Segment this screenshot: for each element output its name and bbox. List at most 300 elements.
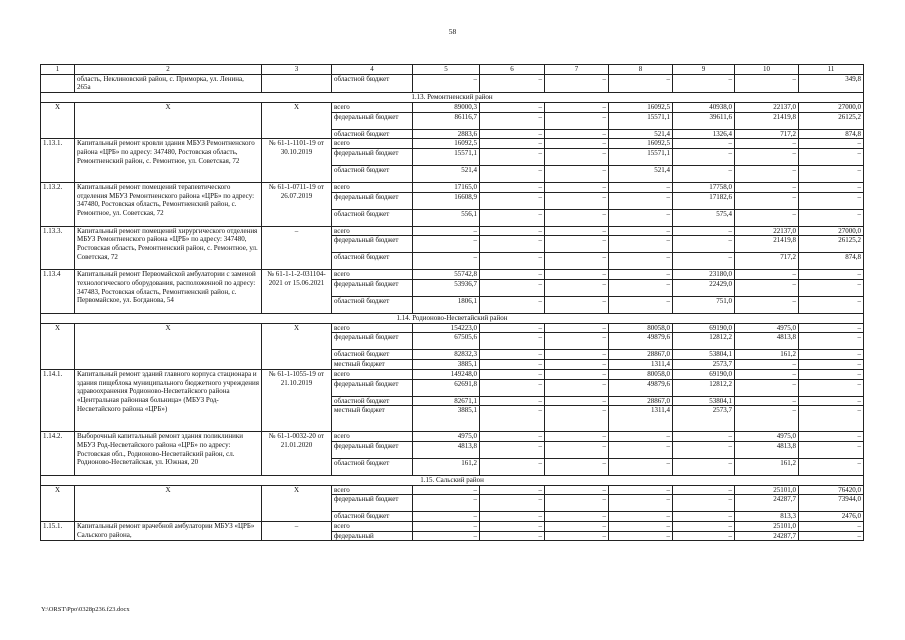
- value-cell: –: [480, 209, 545, 226]
- row-number-cell: Х: [41, 485, 75, 521]
- value-cell: –: [413, 74, 480, 92]
- value-cell: –: [480, 165, 545, 182]
- value-cell: 22137,0: [735, 102, 799, 112]
- value-cell: –: [480, 406, 545, 432]
- row-number-cell: Х: [41, 323, 75, 369]
- row-number-cell: 1.13.4: [41, 270, 75, 314]
- value-cell: –: [480, 280, 545, 297]
- value-cell: –: [480, 297, 545, 314]
- value-cell: –: [609, 74, 673, 92]
- value-cell: 161,2: [413, 458, 480, 475]
- value-cell: 17182,6: [673, 192, 735, 209]
- value-cell: –: [735, 192, 799, 209]
- source-cell: областной бюджет: [332, 396, 413, 406]
- value-cell: –: [413, 236, 480, 253]
- value-cell: –: [545, 182, 609, 192]
- value-cell: –: [480, 253, 545, 270]
- source-cell: всего: [332, 522, 413, 532]
- value-cell: 27000,0: [799, 226, 864, 236]
- value-cell: 22137,0: [735, 226, 799, 236]
- value-cell: –: [799, 396, 864, 406]
- value-cell: –: [480, 270, 545, 280]
- value-cell: 69190,0: [673, 323, 735, 333]
- value-cell: –: [545, 369, 609, 379]
- value-cell: –: [413, 512, 480, 522]
- value-cell: –: [480, 369, 545, 379]
- value-cell: –: [480, 192, 545, 209]
- value-cell: 161,2: [735, 458, 799, 475]
- value-cell: –: [480, 396, 545, 406]
- value-cell: –: [799, 209, 864, 226]
- value-cell: 751,0: [673, 297, 735, 314]
- value-cell: 40938,0: [673, 102, 735, 112]
- value-cell: 24287,7: [735, 531, 799, 541]
- value-cell: –: [609, 441, 673, 458]
- document-cell: № 61-1-1-2-031104-2021 от 15.06.2021: [262, 270, 332, 314]
- source-cell: федеральный бюджет: [332, 148, 413, 165]
- value-cell: –: [673, 74, 735, 92]
- value-cell: –: [735, 148, 799, 165]
- value-cell: 73944,0: [799, 495, 864, 512]
- value-cell: 4975,0: [413, 432, 480, 442]
- value-cell: –: [545, 112, 609, 129]
- value-cell: –: [609, 192, 673, 209]
- row-number-cell: Х: [41, 102, 75, 138]
- value-cell: –: [609, 512, 673, 522]
- value-cell: 21419,8: [735, 236, 799, 253]
- value-cell: 26125,2: [799, 112, 864, 129]
- value-cell: –: [609, 280, 673, 297]
- source-cell: федеральный бюджет: [332, 236, 413, 253]
- value-cell: 86116,7: [413, 112, 480, 129]
- document-cell: № 61-1-1101-19 от 30.10.2019: [262, 139, 332, 183]
- value-cell: –: [673, 165, 735, 182]
- object-name-cell: Х: [75, 485, 262, 521]
- value-cell: 21419,8: [735, 112, 799, 129]
- value-cell: –: [480, 350, 545, 360]
- value-cell: –: [413, 522, 480, 532]
- value-cell: –: [735, 369, 799, 379]
- source-cell: федеральный: [332, 531, 413, 541]
- value-cell: –: [545, 360, 609, 370]
- source-cell: областной бюджет: [332, 74, 413, 92]
- source-cell: всего: [332, 432, 413, 442]
- row-number-cell: [41, 74, 75, 92]
- value-cell: 27000,0: [799, 102, 864, 112]
- value-cell: –: [545, 280, 609, 297]
- value-cell: –: [480, 236, 545, 253]
- value-cell: –: [545, 226, 609, 236]
- object-name-cell: область, Неклиновский район, с. Приморка, ул. Ленина, 265а: [75, 74, 262, 92]
- document-cell: [262, 74, 332, 92]
- source-cell: федеральный бюджет: [332, 192, 413, 209]
- value-cell: –: [545, 396, 609, 406]
- row-number-cell: 1.13.2.: [41, 182, 75, 226]
- value-cell: 2476,0: [799, 512, 864, 522]
- value-cell: 15571,1: [609, 112, 673, 129]
- value-cell: –: [545, 74, 609, 92]
- object-name-cell: Выборочный капитальный ремонт здания поликлиники МБУЗ Род-Несветайского района «ЦРБ» по адресу: Ростовская обл., Родионово-Несветайский район, сл. Родионово-Несветайская, ул. Южная, 20: [75, 432, 262, 476]
- section-row: [41, 314, 864, 324]
- value-cell: –: [799, 406, 864, 432]
- value-cell: –: [799, 182, 864, 192]
- value-cell: –: [413, 253, 480, 270]
- value-cell: –: [480, 531, 545, 541]
- value-cell: –: [545, 531, 609, 541]
- column-header-1: 1: [41, 65, 75, 75]
- value-cell: –: [799, 531, 864, 541]
- value-cell: 16092,5: [609, 139, 673, 149]
- value-cell: 12812,2: [673, 379, 735, 396]
- value-cell: 1806,1: [413, 297, 480, 314]
- value-cell: –: [480, 129, 545, 139]
- value-cell: –: [413, 531, 480, 541]
- value-cell: –: [799, 369, 864, 379]
- value-cell: 4813,8: [735, 441, 799, 458]
- value-cell: 4813,8: [413, 441, 480, 458]
- value-cell: 2573,7: [673, 406, 735, 432]
- value-cell: 1311,4: [609, 406, 673, 432]
- document-cell: Х: [262, 102, 332, 138]
- value-cell: –: [673, 531, 735, 541]
- table-row: [41, 182, 864, 192]
- value-cell: –: [480, 485, 545, 495]
- value-cell: –: [413, 495, 480, 512]
- value-cell: 15571,1: [609, 148, 673, 165]
- document-cell: –: [262, 226, 332, 270]
- source-cell: всего: [332, 139, 413, 149]
- value-cell: –: [735, 379, 799, 396]
- value-cell: –: [735, 74, 799, 92]
- document-cell: –: [262, 522, 332, 541]
- value-cell: 813,3: [735, 512, 799, 522]
- value-cell: 16092,5: [609, 102, 673, 112]
- source-cell: всего: [332, 485, 413, 495]
- value-cell: –: [480, 148, 545, 165]
- value-cell: –: [545, 102, 609, 112]
- value-cell: –: [609, 226, 673, 236]
- section-title: 1.13. Ремонтненский район: [41, 93, 864, 103]
- value-cell: 49879,6: [609, 379, 673, 396]
- value-cell: 154223,0: [413, 323, 480, 333]
- value-cell: 3885,1: [413, 360, 480, 370]
- object-name-cell: Капитальный ремонт кровли здания МБУЗ Ремонтненского района «ЦРБ» по адресу: 347480, Ростовская область, Ремонтненский район, с. Ремонтное, ул. Советская, 72: [75, 139, 262, 183]
- value-cell: –: [735, 270, 799, 280]
- value-cell: –: [480, 139, 545, 149]
- value-cell: –: [799, 522, 864, 532]
- value-cell: –: [673, 458, 735, 475]
- value-cell: 4975,0: [735, 323, 799, 333]
- document-cell: № 61-1-0711-19 от 26.07.2019: [262, 182, 332, 226]
- value-cell: –: [480, 112, 545, 129]
- value-cell: 3885,1: [413, 406, 480, 432]
- value-cell: 76420,0: [799, 485, 864, 495]
- value-cell: 39611,6: [673, 112, 735, 129]
- value-cell: –: [480, 74, 545, 92]
- column-header-3: 3: [262, 65, 332, 75]
- value-cell: –: [609, 458, 673, 475]
- column-header-10: 10: [735, 65, 799, 75]
- value-cell: –: [799, 192, 864, 209]
- value-cell: 575,4: [673, 209, 735, 226]
- value-cell: –: [673, 495, 735, 512]
- value-cell: –: [673, 441, 735, 458]
- value-cell: –: [545, 148, 609, 165]
- source-cell: областной бюджет: [332, 512, 413, 522]
- value-cell: –: [799, 280, 864, 297]
- table-row: [41, 432, 864, 442]
- table-row: [41, 74, 864, 92]
- value-cell: –: [799, 432, 864, 442]
- column-header-2: 2: [75, 65, 262, 75]
- value-cell: –: [673, 522, 735, 532]
- value-cell: –: [673, 236, 735, 253]
- budget-table: [40, 64, 864, 541]
- footer-file-path: Y:\ORST\Ppo\0328p236.f23.docx: [41, 606, 130, 613]
- object-name-cell: Капитальный ремонт помещений хирургического отделения МБУЗ Ремонтненского района «ЦРБ» по адресу: 347480, Ростовская область, Ремонтненский район, с. Ремонтное, ул. Советская, 72: [75, 226, 262, 270]
- value-cell: –: [735, 139, 799, 149]
- value-cell: –: [545, 236, 609, 253]
- value-cell: 556,1: [413, 209, 480, 226]
- value-cell: –: [545, 485, 609, 495]
- object-name-cell: Капитальный ремонт помещений терапевтического отделения МБУЗ Ремонтненского района «ЦРБ» по адресу: 347480, Ростовская область, Ремонтненский район, с. Ремонтное, ул. Советская, 72: [75, 182, 262, 226]
- section-title: 1.14. Родионово-Несветайский район: [41, 314, 864, 324]
- value-cell: 69190,0: [673, 369, 735, 379]
- value-cell: –: [545, 522, 609, 532]
- value-cell: –: [609, 485, 673, 495]
- document-cell: № 61-1-0032-20 от 21.01.2020: [262, 432, 332, 476]
- source-cell: областной бюджет: [332, 297, 413, 314]
- value-cell: –: [609, 253, 673, 270]
- value-cell: –: [413, 226, 480, 236]
- value-cell: –: [609, 236, 673, 253]
- value-cell: –: [480, 432, 545, 442]
- value-cell: 24287,7: [735, 495, 799, 512]
- value-cell: 28867,0: [609, 350, 673, 360]
- column-header-8: 8: [609, 65, 673, 75]
- section-title: 1.15. Сальский район: [41, 475, 864, 485]
- value-cell: –: [609, 297, 673, 314]
- value-cell: –: [673, 139, 735, 149]
- value-cell: 22429,0: [673, 280, 735, 297]
- value-cell: 521,4: [609, 129, 673, 139]
- document-cell: Х: [262, 485, 332, 521]
- value-cell: –: [799, 350, 864, 360]
- value-cell: –: [480, 360, 545, 370]
- table-row: [41, 226, 864, 236]
- table-row: [41, 102, 864, 112]
- source-cell: областной бюджет: [332, 458, 413, 475]
- source-cell: областной бюджет: [332, 209, 413, 226]
- source-cell: федеральный бюджет: [332, 379, 413, 396]
- value-cell: 23180,0: [673, 270, 735, 280]
- value-cell: –: [799, 333, 864, 350]
- value-cell: 521,4: [413, 165, 480, 182]
- source-cell: всего: [332, 182, 413, 192]
- value-cell: –: [799, 139, 864, 149]
- value-cell: –: [735, 280, 799, 297]
- value-cell: 874,8: [799, 253, 864, 270]
- value-cell: –: [545, 495, 609, 512]
- source-cell: областной бюджет: [332, 165, 413, 182]
- value-cell: –: [545, 512, 609, 522]
- value-cell: 149248,0: [413, 369, 480, 379]
- value-cell: –: [673, 148, 735, 165]
- value-cell: 28867,0: [609, 396, 673, 406]
- value-cell: –: [545, 350, 609, 360]
- value-cell: 49879,6: [609, 333, 673, 350]
- value-cell: 12812,2: [673, 333, 735, 350]
- value-cell: –: [673, 512, 735, 522]
- table-row: [41, 270, 864, 280]
- value-cell: –: [735, 396, 799, 406]
- object-name-cell: Капитальный ремонт зданий главного корпуса стационара и здания пищеблока муниципального бюджетного учреждения здравоохранения Родионово-Несветайского района «Центральная районная больница» (МБУЗ Род-Несветайского района «ЦРБ»): [75, 369, 262, 431]
- value-cell: –: [545, 323, 609, 333]
- row-number-cell: 1.13.1.: [41, 139, 75, 183]
- value-cell: –: [735, 165, 799, 182]
- value-cell: –: [609, 270, 673, 280]
- value-cell: –: [480, 522, 545, 532]
- source-cell: федеральный бюджет: [332, 333, 413, 350]
- value-cell: –: [545, 406, 609, 432]
- value-cell: –: [609, 209, 673, 226]
- value-cell: –: [609, 522, 673, 532]
- row-number-cell: 1.14.2.: [41, 432, 75, 476]
- value-cell: 349,8: [799, 74, 864, 92]
- value-cell: –: [480, 182, 545, 192]
- value-cell: 717,2: [735, 129, 799, 139]
- value-cell: –: [480, 458, 545, 475]
- value-cell: –: [799, 148, 864, 165]
- value-cell: –: [545, 441, 609, 458]
- value-cell: 717,2: [735, 253, 799, 270]
- value-cell: 82832,3: [413, 350, 480, 360]
- source-cell: всего: [332, 323, 413, 333]
- value-cell: –: [545, 253, 609, 270]
- value-cell: –: [673, 485, 735, 495]
- value-cell: 17758,0: [673, 182, 735, 192]
- value-cell: 25101,0: [735, 485, 799, 495]
- value-cell: –: [480, 512, 545, 522]
- value-cell: –: [799, 379, 864, 396]
- value-cell: 82671,1: [413, 396, 480, 406]
- value-cell: –: [545, 297, 609, 314]
- value-cell: –: [799, 323, 864, 333]
- column-header-5: 5: [413, 65, 480, 75]
- value-cell: –: [673, 253, 735, 270]
- value-cell: –: [673, 432, 735, 442]
- value-cell: –: [799, 458, 864, 475]
- source-cell: федеральный бюджет: [332, 495, 413, 512]
- value-cell: –: [413, 485, 480, 495]
- value-cell: –: [480, 333, 545, 350]
- document-cell: № 61-1-1055-19 от 21.10.2019: [262, 369, 332, 431]
- source-cell: федеральный бюджет: [332, 112, 413, 129]
- value-cell: –: [609, 182, 673, 192]
- value-cell: –: [545, 165, 609, 182]
- row-number-cell: 1.15.1.: [41, 522, 75, 541]
- value-cell: 161,2: [735, 350, 799, 360]
- object-name-cell: Капитальный ремонт Первомайской амбулатории с заменой технологического оборудования, расположенной по адресу: 347483, Ростовская область, Ремонтненский район, с. Первомайское, ул. Богданова, 54: [75, 270, 262, 314]
- value-cell: 80058,0: [609, 323, 673, 333]
- object-name-cell: Капитальный ремонт врачебной амбулатории МБУЗ «ЦРБ» Сальского района,: [75, 522, 262, 541]
- value-cell: 1326,4: [673, 129, 735, 139]
- table-body: [41, 65, 864, 541]
- table-row: [41, 485, 864, 495]
- value-cell: 16092,5: [413, 139, 480, 149]
- value-cell: –: [480, 379, 545, 396]
- table-row: [41, 139, 864, 149]
- value-cell: –: [799, 165, 864, 182]
- table-row: [41, 369, 864, 379]
- row-number-cell: 1.14.1.: [41, 369, 75, 431]
- value-cell: 521,4: [609, 165, 673, 182]
- value-cell: –: [673, 226, 735, 236]
- value-cell: 2573,7: [673, 360, 735, 370]
- value-cell: 89000,3: [413, 102, 480, 112]
- value-cell: 16608,9: [413, 192, 480, 209]
- value-cell: 53804,1: [673, 350, 735, 360]
- value-cell: 4813,8: [735, 333, 799, 350]
- column-header-7: 7: [545, 65, 609, 75]
- source-cell: всего: [332, 369, 413, 379]
- value-cell: –: [735, 209, 799, 226]
- source-cell: местный бюджет: [332, 360, 413, 370]
- table-row: [41, 323, 864, 333]
- value-cell: –: [735, 182, 799, 192]
- value-cell: –: [545, 333, 609, 350]
- value-cell: 62691,8: [413, 379, 480, 396]
- value-cell: 26125,2: [799, 236, 864, 253]
- source-cell: областной бюджет: [332, 350, 413, 360]
- column-header-11: 11: [799, 65, 864, 75]
- value-cell: 55742,8: [413, 270, 480, 280]
- value-cell: –: [545, 129, 609, 139]
- page-number: 58: [448, 27, 457, 36]
- source-cell: всего: [332, 102, 413, 112]
- value-cell: –: [545, 379, 609, 396]
- value-cell: –: [609, 531, 673, 541]
- source-cell: местный бюджет: [332, 406, 413, 432]
- value-cell: –: [480, 441, 545, 458]
- row-number-cell: 1.13.3.: [41, 226, 75, 270]
- value-cell: –: [545, 432, 609, 442]
- value-cell: 2883,6: [413, 129, 480, 139]
- value-cell: 53936,7: [413, 280, 480, 297]
- column-header-9: 9: [673, 65, 735, 75]
- source-cell: федеральный бюджет: [332, 441, 413, 458]
- value-cell: –: [799, 360, 864, 370]
- source-cell: областной бюджет: [332, 253, 413, 270]
- value-cell: –: [545, 458, 609, 475]
- value-cell: –: [735, 360, 799, 370]
- source-cell: областной бюджет: [332, 129, 413, 139]
- value-cell: –: [545, 192, 609, 209]
- header-row: [41, 65, 864, 75]
- source-cell: федеральный бюджет: [332, 280, 413, 297]
- value-cell: –: [609, 495, 673, 512]
- value-cell: –: [735, 297, 799, 314]
- source-cell: всего: [332, 226, 413, 236]
- value-cell: –: [545, 270, 609, 280]
- object-name-cell: Х: [75, 323, 262, 369]
- value-cell: 67505,6: [413, 333, 480, 350]
- value-cell: 25101,0: [735, 522, 799, 532]
- value-cell: 53804,1: [673, 396, 735, 406]
- value-cell: –: [480, 102, 545, 112]
- value-cell: –: [735, 406, 799, 432]
- value-cell: –: [480, 226, 545, 236]
